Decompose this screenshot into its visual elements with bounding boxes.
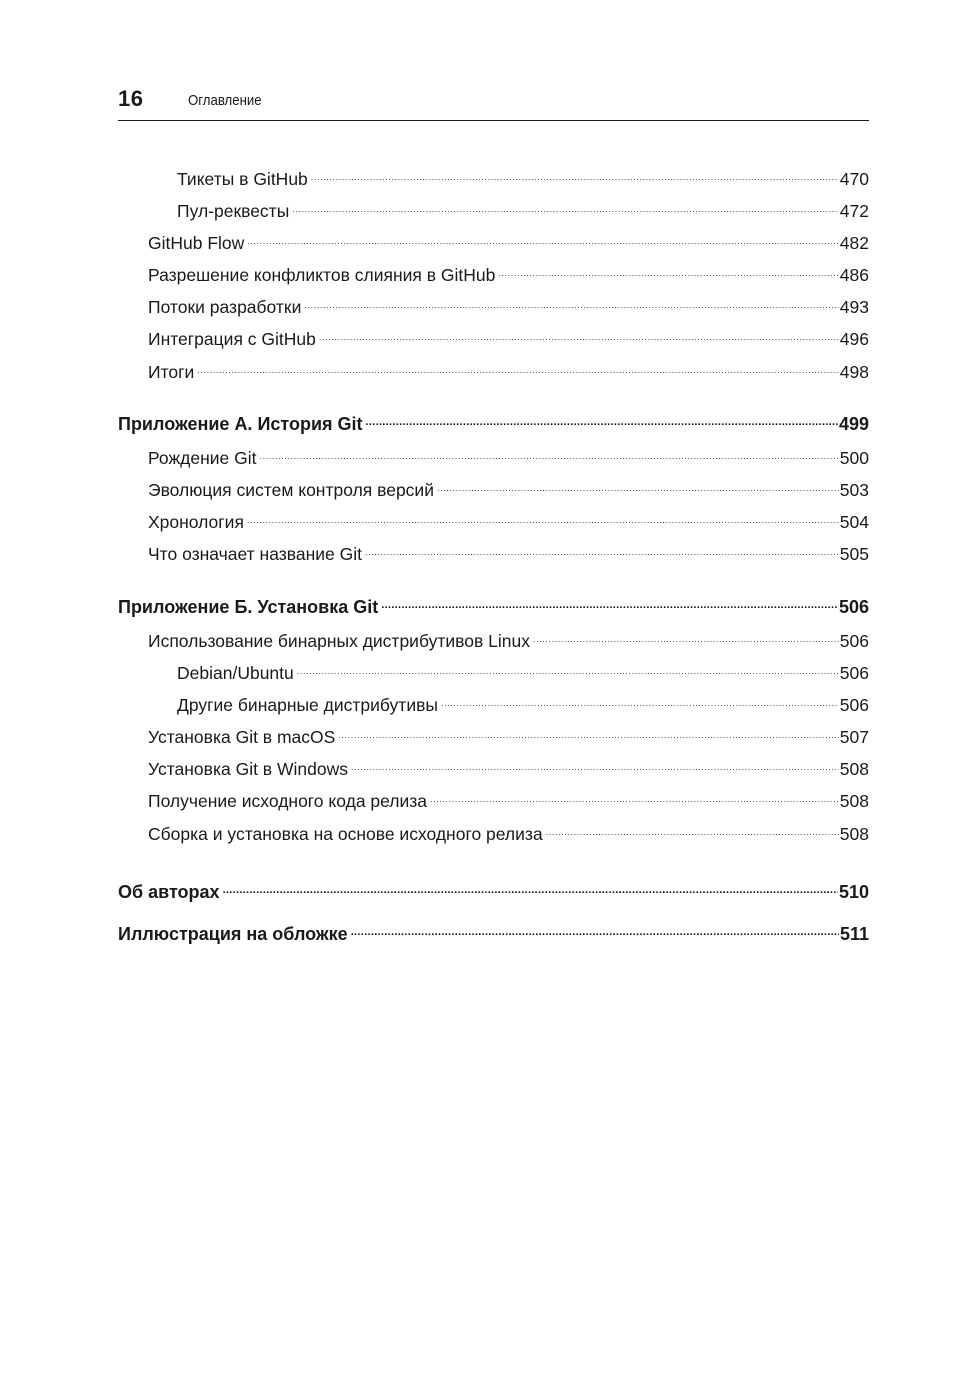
toc-entry-source-release[interactable] [148,785,869,812]
toc-entry-page: 506 [839,631,869,651]
toc-entry-title: Приложение Б. Установка Git [118,597,379,617]
dot-leader [304,291,838,313]
dot-leader [365,538,839,560]
dot-leader [197,356,839,378]
toc-entry-title: GitHub Flow [148,233,245,253]
toc-entry-title: Потоки разработки [148,297,302,317]
dot-leader [430,785,839,807]
toc-entry-merge-conflicts[interactable] [148,259,869,286]
toc-entry-title: Интеграция с GitHub [148,329,316,349]
toc-entry-page: 506 [839,695,869,715]
toc-entry-debian-ubuntu[interactable] [177,657,869,684]
toc-entry-title: Пул-реквесты [177,201,290,221]
toc-entry-page: 496 [839,329,869,349]
toc-entry-page: 508 [839,759,869,779]
dot-leader [247,227,839,249]
toc-entry-cover-illustration[interactable] [118,918,869,945]
toc-entry-title: Установка Git в Windows [148,759,348,779]
toc-entry-title: Итоги [148,362,195,382]
dot-leader [381,591,838,613]
toc-entry-git-name[interactable] [148,538,869,565]
toc-entry-page: 503 [839,480,869,500]
dot-leader [546,818,839,840]
toc-entry-appendix-a[interactable] [118,408,869,435]
toc-entry-title: Другие бинарные дистрибутивы [177,695,438,715]
dot-leader [292,195,839,217]
toc-entry-title: Установка Git в macOS [148,727,336,747]
toc-entry-linux-binaries[interactable] [148,625,869,652]
toc-entry-vcs-evolution[interactable] [148,474,869,501]
toc-entry-page: 493 [839,297,869,317]
toc-entry-title: Тикеты в GitHub [177,169,308,189]
toc-entry-page: 508 [839,791,869,811]
toc-entry-appendix-b[interactable] [118,591,869,618]
dot-leader [260,442,839,464]
toc-entry-page: 499 [838,414,869,434]
toc-entry-title: Приложение А. История Git [118,414,363,434]
toc-entry-page: 506 [839,663,869,683]
toc-entry-pull-requests[interactable] [177,195,869,222]
toc-entry-page: 500 [839,448,869,468]
toc-entry-macos-install[interactable] [148,721,869,748]
dot-leader [498,259,838,281]
dot-leader [437,474,839,496]
toc-entry-page: 505 [839,544,869,564]
toc-entry-title: Иллюстрация на обложке [118,924,348,944]
toc-entry-page: 470 [839,169,869,189]
toc-entry-windows-install[interactable] [148,753,869,780]
dot-leader [319,323,839,345]
toc-entry-title: Что означает название Git [148,544,362,564]
toc-entry-page: 482 [839,233,869,253]
toc-entry-summary[interactable] [148,356,869,383]
dot-leader [366,408,838,430]
dot-leader [247,506,839,528]
toc-entry-page: 506 [838,597,869,617]
running-title: Оглавление [188,92,262,109]
dot-leader [441,689,839,711]
toc-entry-github-flow[interactable] [148,227,869,254]
running-head [118,84,869,121]
toc-entry-title: Сборка и установка на основе исходного релиза [148,824,543,844]
toc-entry-title: Хронология [148,512,244,532]
dot-leader [351,918,839,940]
toc-entry-page: 511 [839,924,869,944]
dot-leader [297,657,839,679]
toc-entry-birth-of-git[interactable] [148,442,869,469]
dot-leader [223,876,838,898]
dot-leader [533,625,839,647]
toc-entry-other-binaries[interactable] [177,689,869,716]
toc-entry-page: 507 [839,727,869,747]
toc-entry-build-install[interactable] [148,818,869,845]
toc-entry-issues-on-github[interactable] [177,163,869,190]
toc-entry-page: 508 [839,824,869,844]
dot-leader [338,721,838,743]
toc-entry-dev-flows[interactable] [148,291,869,318]
toc-entry-title: Рождение Git [148,448,257,468]
toc-entry-title: Получение исходного кода релиза [148,791,428,811]
page-number: 16 [118,86,144,111]
toc-entry-page: 510 [838,882,869,902]
dot-leader [351,753,839,775]
toc-entry-page: 486 [839,265,869,285]
toc-entry-github-integration[interactable] [148,323,869,350]
dot-leader [311,163,839,185]
toc-entry-timeline[interactable] [148,506,869,533]
toc-entry-page: 498 [839,362,869,382]
toc-entry-title: Эволюция систем контроля версий [148,480,434,500]
toc-entry-title: Использование бинарных дистрибутивов Linux [148,631,530,651]
toc-entry-title: Debian/Ubuntu [177,663,294,683]
toc-entry-title: Разрешение конфликтов слияния в GitHub [148,265,496,285]
toc-entry-about-authors[interactable] [118,876,869,903]
toc-entry-page: 504 [839,512,869,532]
toc-entry-title: Об авторах [118,882,220,902]
toc-entry-page: 472 [839,201,869,221]
